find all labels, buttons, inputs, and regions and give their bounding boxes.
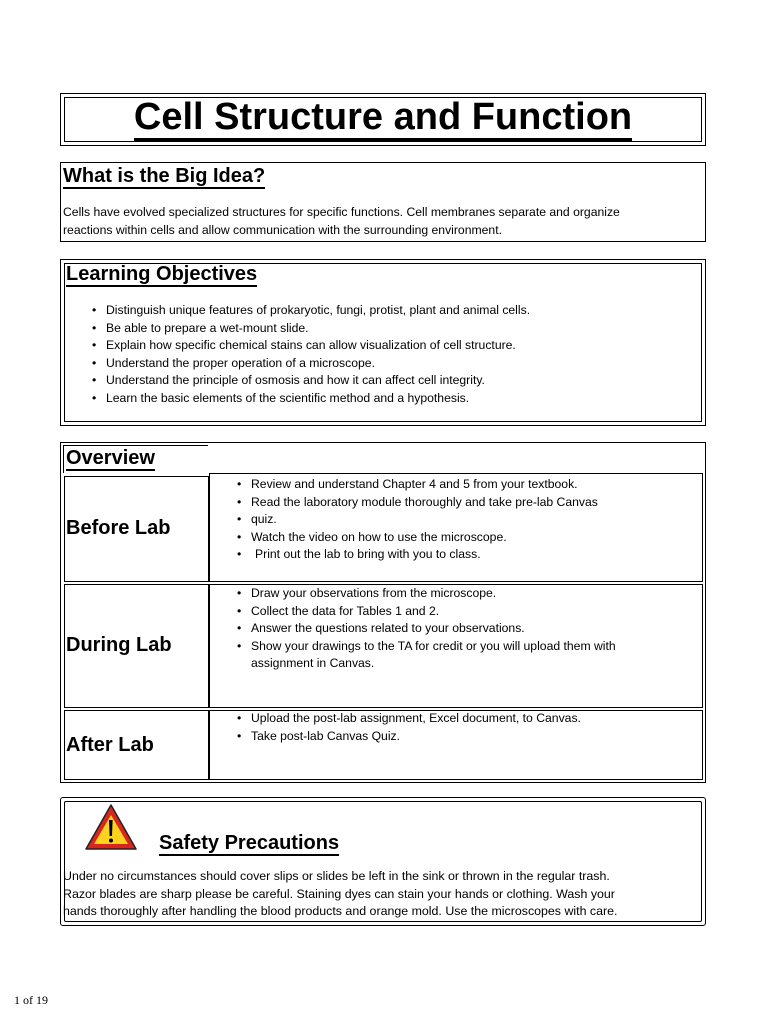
big-idea-section	[60, 162, 706, 242]
safety-precautions-section	[60, 797, 706, 926]
safety-line: hands thoroughly after handling the blood products and orange mold. Use the microscopes with care.	[63, 904, 618, 918]
after-lab-list	[237, 710, 581, 745]
list-item: • Explain how specific chemical stains can allow visualization of cell structure.	[92, 337, 530, 355]
warning-triangle-icon	[83, 802, 139, 852]
safety-heading: Safety Precautions	[159, 832, 340, 854]
list-item: • Distinguish unique features of prokaryotic, fungi, protist, plant and animal cells.	[92, 302, 530, 320]
during-lab-label: During Lab	[66, 634, 172, 656]
list-item: • Review and understand Chapter 4 and 5 from your textbook.	[237, 476, 598, 494]
list-item: • Read the laboratory module thoroughly and take pre-lab Canvas	[237, 494, 598, 512]
during-lab-continuation: assignment in Canvas.	[251, 656, 375, 670]
learning-objectives-section	[60, 259, 706, 426]
big-idea-line: reactions within cells and allow communication with the surrounding environment.	[63, 222, 502, 237]
after-lab-label: After Lab	[66, 734, 154, 756]
during-lab-list	[237, 585, 616, 655]
list-item: • Draw your observations from the microscope.	[237, 585, 616, 603]
overview-heading: Overview	[66, 447, 155, 469]
big-idea-text	[63, 204, 699, 239]
list-item: • Learn the basic elements of the scientific method and a hypothesis.	[92, 390, 530, 408]
list-item: • Upload the post-lab assignment, Excel document, to Canvas.	[237, 710, 581, 728]
before-lab-label: Before Lab	[66, 517, 171, 539]
big-idea-line: Cells have evolved specialized structures for specific functions. Cell membranes separate and organize	[63, 205, 620, 219]
list-item: • Understand the principle of osmosis and how it can affect cell integrity.	[92, 372, 530, 390]
big-idea-heading: What is the Big Idea?	[63, 165, 266, 187]
title-box	[60, 93, 706, 146]
safety-text	[63, 868, 699, 921]
list-item: • Be able to prepare a wet-mount slide.	[92, 320, 530, 338]
learning-objectives-heading: Learning Objectives	[66, 263, 258, 285]
list-item: • Collect the data for Tables 1 and 2.	[237, 603, 616, 621]
list-item: • Show your drawings to the TA for credit or you will upload them with	[237, 638, 616, 656]
safety-line: Under no circumstances should cover slips or slides be left in the sink or thrown in the regular trash.	[63, 869, 610, 883]
list-item: • Take post-lab Canvas Quiz.	[237, 728, 581, 746]
list-item: • Answer the questions related to your observations.	[237, 620, 616, 638]
before-lab-list	[237, 476, 598, 564]
list-item: • Print out the lab to bring with you to class.	[237, 546, 598, 564]
list-item: • quiz.	[237, 511, 598, 529]
list-item: • Watch the video on how to use the microscope.	[237, 529, 598, 547]
page-number: 1 of 19	[14, 993, 48, 1007]
list-item: • Understand the proper operation of a microscope.	[92, 355, 530, 373]
overview-section	[60, 442, 706, 783]
page-title: Cell Structure and Function	[61, 96, 705, 138]
safety-line: Razor blades are sharp please be careful. Staining dyes can stain your hands or clothing. Wash your	[63, 886, 615, 901]
objectives-list	[92, 302, 530, 407]
